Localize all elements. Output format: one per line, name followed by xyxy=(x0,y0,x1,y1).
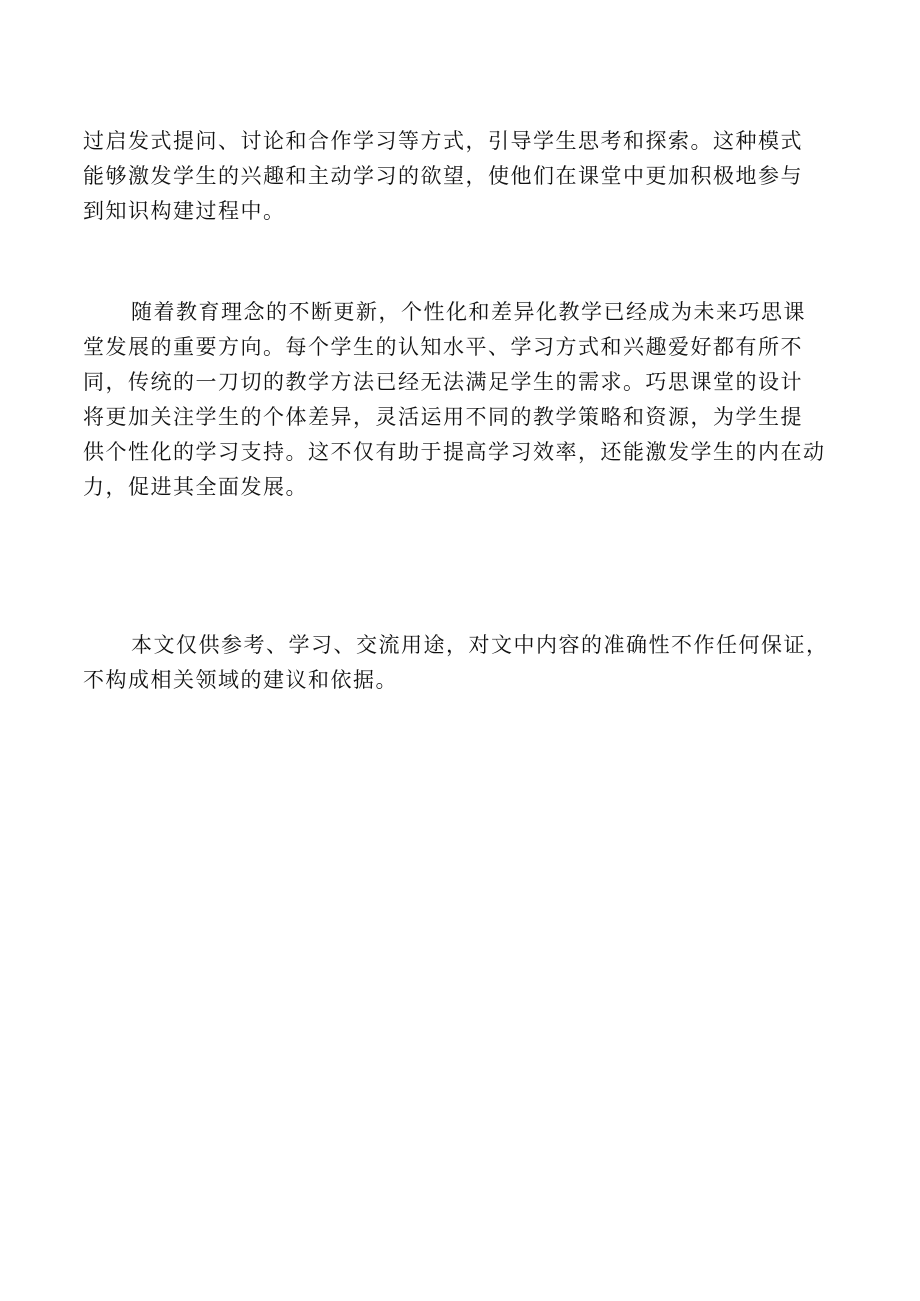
paragraph-line: 供个性化的学习支持。这不仅有助于提高学习效率，还能激发学生的内在动 xyxy=(83,440,826,464)
paragraph-line: 力，促进其全面发展。 xyxy=(83,475,308,499)
paragraph-3-disclaimer xyxy=(83,628,843,698)
paragraph-line: 随着教育理念的不断更新，个性化和差异化教学已经成为未来巧思课 xyxy=(131,300,806,324)
paragraph-line: 不构成相关领域的建议和依据。 xyxy=(83,668,398,692)
paragraph-line: 到知识构建过程中。 xyxy=(83,199,286,223)
paragraph-line: 堂发展的重要方向。每个学生的认知水平、学习方式和兴趣爱好都有所不 xyxy=(83,335,803,359)
paragraph-line: 同，传统的一刀切的教学方法已经无法满足学生的需求。巧思课堂的设计 xyxy=(83,370,803,394)
paragraph-line: 过启发式提问、讨论和合作学习等方式，引导学生思考和探索。这种模式 xyxy=(83,129,803,153)
paragraph-line: 将更加关注学生的个体差异，灵活运用不同的教学策略和资源，为学生提 xyxy=(83,405,803,429)
paragraph-line: 能够激发学生的兴趣和主动学习的欲望，使他们在课堂中更加积极地参与 xyxy=(83,164,803,188)
paragraph-1 xyxy=(83,124,843,229)
paragraph-2 xyxy=(83,295,843,505)
paragraph-line: 本文仅供参考、学习、交流用途，对文中内容的准确性不作任何保证， xyxy=(131,633,829,657)
